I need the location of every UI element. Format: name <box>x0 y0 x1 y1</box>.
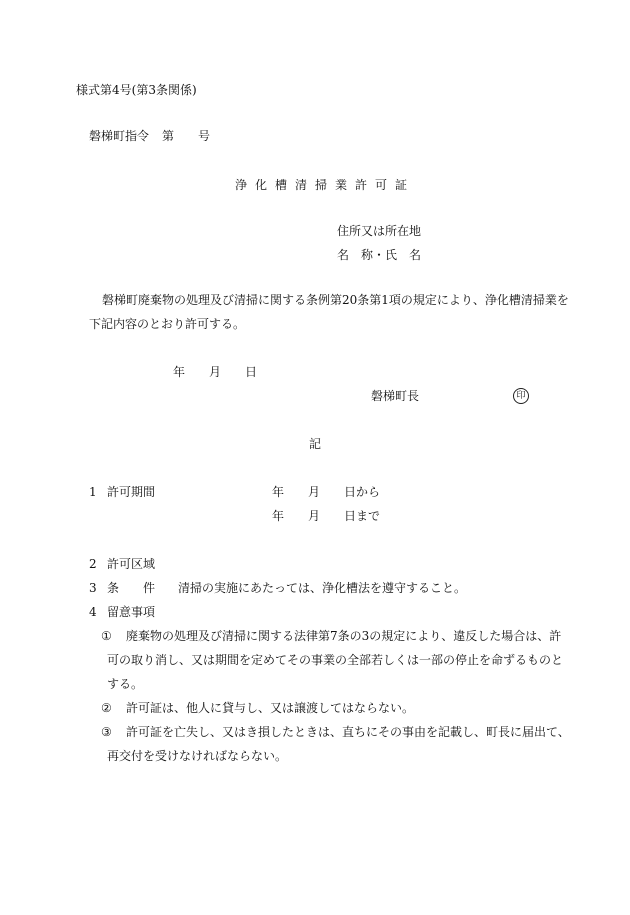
note-1-line-3: する。 <box>107 677 144 691</box>
body-line-2: 下記内容のとおり許可する。 <box>89 317 246 331</box>
date-day: 日 <box>245 365 258 379</box>
note-1-line-2: 可の取り消し、又は期間を定めてその事業の全部若しくは一部の停止を命ずるものと <box>107 653 564 667</box>
period-to-month: 月 <box>308 509 321 523</box>
item-conditions-label-1: 条 <box>107 581 120 595</box>
item-conditions-text: 清掃の実施にあたっては、浄化槽法を遵守すること。 <box>178 581 467 595</box>
date-month: 月 <box>209 365 222 379</box>
issuer-name: 磐梯町長 <box>371 389 420 403</box>
period-from-month: 月 <box>308 485 321 499</box>
item-area-label: 許可区域 <box>107 557 156 571</box>
note-3-mark: ③ <box>101 725 112 739</box>
item-notes-label: 留意事項 <box>107 605 156 619</box>
note-3-line-1: 許可証を亡失し、又はき損したときは、直ちにその事由を記載し、町長に届出て、 <box>126 725 570 739</box>
permit-number-dai: 第 <box>162 129 175 143</box>
ki-heading: 記 <box>309 437 322 451</box>
item-conditions-label-2: 件 <box>143 581 156 595</box>
permit-number-prefix: 磐梯町指令 <box>89 129 150 143</box>
date-year: 年 <box>173 365 186 379</box>
note-1-line-1: 廃棄物の処理及び清掃に関する法律第7条の3の規定により、違反した場合は、許 <box>126 629 562 643</box>
item-period-label: 許可期間 <box>107 485 156 499</box>
note-2-mark: ② <box>101 701 112 715</box>
item-conditions-number: 3 <box>89 581 97 595</box>
document-title: 浄化槽清掃業許可証 <box>235 178 416 192</box>
note-3-line-2: 再交付を受けなければならない。 <box>107 749 288 763</box>
body-line-1: 磐梯町廃棄物の処理及び清掃に関する条例第20条第1項の規定により、浄化槽清掃業を <box>102 293 569 307</box>
address-label: 住所又は所在地 <box>337 224 422 238</box>
note-1-mark: ① <box>101 629 112 643</box>
period-to-day: 日まで <box>344 509 381 523</box>
seal-mark: 印 <box>513 388 529 404</box>
period-to-year: 年 <box>272 509 285 523</box>
form-label: 様式第4号(第3条関係) <box>76 83 197 97</box>
period-from-day: 日から <box>344 485 381 499</box>
note-2-line-1: 許可証は、他人に貸与し、又は譲渡してはならない。 <box>126 701 415 715</box>
item-area-number: 2 <box>89 557 97 571</box>
item-period-number: 1 <box>89 485 97 499</box>
permit-number-go: 号 <box>198 129 211 143</box>
period-from-year: 年 <box>272 485 285 499</box>
name-label: 名 称・氏 名 <box>337 248 422 262</box>
item-notes-number: 4 <box>89 605 97 619</box>
